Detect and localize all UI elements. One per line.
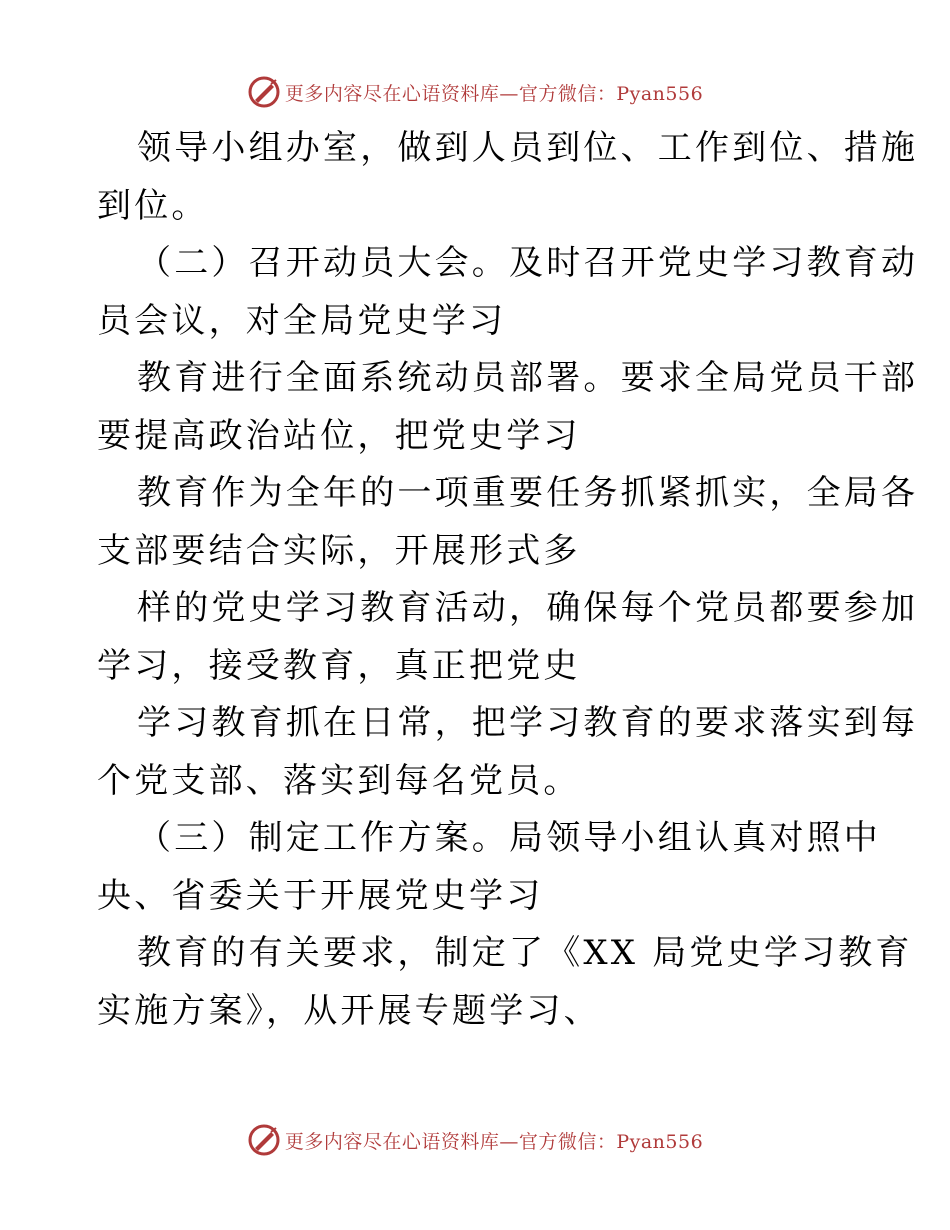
text-line: 个党支部、落实到每名党员。 (97, 760, 581, 801)
watermark-text: 更多内容尽在心语资料库—官方微信：Pyan556 (284, 1130, 704, 1153)
text-line: 样的党史学习教育活动，确保每个党员都要参加 (137, 588, 919, 628)
text-line: 学习，接受教育，真正把党史 (97, 645, 581, 686)
footer-watermark (0, 1120, 950, 1160)
text-line: 到位。 (97, 185, 209, 226)
text-line: （三）制定工作方案。局领导小组认真对照中 (137, 818, 881, 858)
text-line: （二）召开动员大会。及时召开党史学习教育动 (137, 243, 919, 283)
watermark-text: 更多内容尽在心语资料库—官方微信：Pyan556 (284, 82, 704, 105)
text-line: 教育进行全面系统动员部署。要求全局党员干部 (137, 358, 919, 398)
text-line: 支部要结合实际，开展形式多 (97, 530, 581, 571)
text-line: 央、省委关于开展党史学习 (97, 875, 544, 916)
quill-circle-logo-icon (247, 75, 281, 109)
document-body (97, 120, 919, 1040)
text-line: 员会议，对全局党史学习 (97, 300, 507, 341)
text-line: 学习教育抓在日常，把学习教育的要求落实到每 (137, 703, 919, 743)
quill-circle-logo-icon (247, 1123, 281, 1157)
text-line: 实施方案》，从开展专题学习、 (97, 990, 601, 1031)
header-watermark (0, 72, 950, 112)
text-line: 教育作为全年的一项重要任务抓紧抓实，全局各 (137, 473, 919, 513)
text-line: 教育的有关要求，制定了《XX 局党史学习教育 (137, 933, 913, 973)
text-line: 要提高政治站位，把党史学习 (97, 415, 581, 456)
text-line: 领导小组办室，做到人员到位、工作到位、措施 (137, 128, 919, 168)
